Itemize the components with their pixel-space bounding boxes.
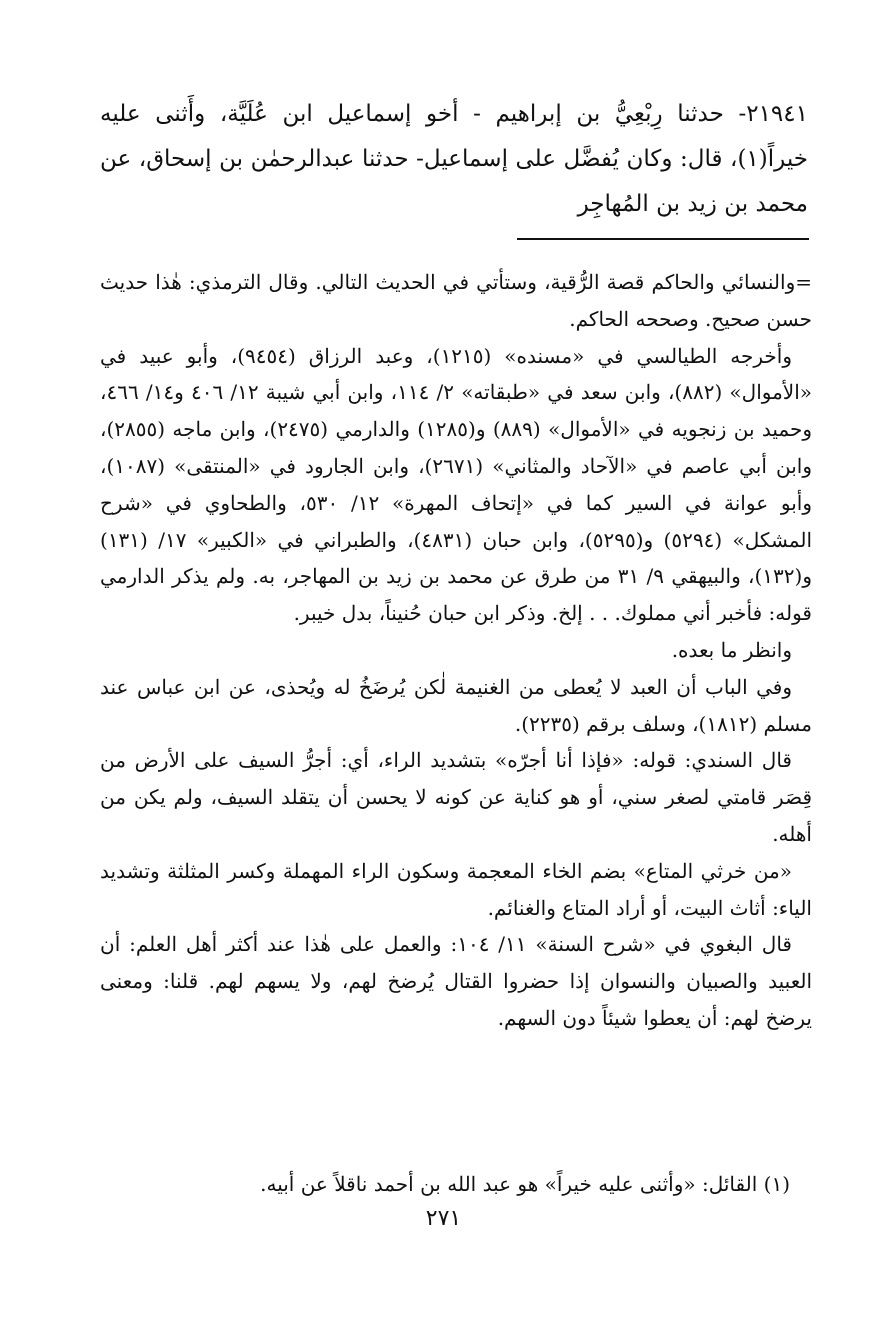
- commentary-notes: [100, 264, 812, 1037]
- hadith-text: [100, 92, 808, 227]
- footnote-separator: [517, 238, 809, 240]
- page-number: ٢٧١: [425, 1206, 462, 1231]
- note-paragraph: =والنسائي والحاكم قصة الرُّقية، وستأتي في الحديث التالي. وقال الترمذي: هٰذا حديث حسن صحيح. وصححه الحاكم.: [100, 270, 812, 331]
- note-paragraph: وانظر ما بعده.: [671, 637, 792, 662]
- note-paragraph: «من خرثي المتاع» بضم الخاء المعجمة وسكون الراء المهملة وكسر المثلثة وتشديد الياء: أثاث البيت، أو أراد المتاع والغنائم.: [100, 858, 812, 920]
- note-paragraph: وأخرجه الطيالسي في «مسنده» (١٢١٥)، وعبد الرزاق (٩٤٥٤)، وأبو عبيد في «الأموال» (٨٨٢)، وابن سعد في «طبقاته» ٢/ ١١٤، وابن أبي شيبة ١٢/ ٤٠٦ و١٤/ ٤٦٦، وحميد بن زنجويه في «الأموال» (٨٨٩) و(١٢٨٥) والدارمي (٢٤٧٥)، وابن ماجه (٢٨٥٥)، وابن أبي عاصم في «الآحاد والمثاني» (٢٦٧١)، وابن الجارود في «المنتقى» (١٠٨٧)، وأبو عوانة في السير كما في «إتحاف المهرة» ١٢/ ٥٣٠، والطحاوي في «شرح المشكل» (٥٢٩٤) و(٥٢٩٥)، وابن حبان (٤٨٣١)، والطبراني في «الكبير» ١٧/ (١٣١) و(١٣٢)، والبيهقي ٩/ ٣١ من طرق عن محمد بن زيد بن المهاجر، به. ولم يذكر الدارمي قوله: فأخبر أني مملوك. . . إلخ. وذكر ابن حبان حُنيناً، بدل خيبر.: [100, 343, 813, 626]
- note-paragraph: قال السندي: قوله: «فإذا أنا أجرّه» بتشديد الراء، أي: أجرُّ السيف على الأرض من قِصَر قامتي لصغر سني، أو هو كناية عن كونه لا يحسن أن يتقلد السيف، ولم يكن من أهله.: [100, 748, 812, 846]
- footnote-text: (١) القائل: «وأثنى عليه خيراً» هو عبد الله بن أحمد ناقلاً عن أبيه.: [260, 1172, 790, 1196]
- footnote: [100, 1168, 790, 1200]
- note-paragraph: وفي الباب أن العبد لا يُعطى من الغنيمة لٰكن يُرضَخُ له ويُحذى، عن ابن عباس عند مسلم (١٨١٢)، وسلف برقم (٢٢٣٥).: [100, 674, 812, 736]
- hadith-paragraph: ٢١٩٤١- حدثنا رِبْعِيُّ بن إبراهيم - أخو إسماعيل ابن عُلَيَّة، وأَثنى عليه خيراً(١)، قال: وكان يُفضَّل على إسماعيل- حدثنا عبدالرحمٰن بن إسحاق، عن محمد بن زيد بن المُهاجِر: [100, 101, 808, 217]
- note-paragraph: قال البغوي في «شرح السنة» ١١/ ١٠٤: والعمل على هٰذا عند أكثر أهل العلم: أن العبيد والصبيان والنسوان إذا حضروا القتال يُرضخ لهم، ولا يسهم لهم. قلنا: ومعنى يرضخ لهم: أن يعطوا شيئاً دون السهم.: [100, 932, 812, 1030]
